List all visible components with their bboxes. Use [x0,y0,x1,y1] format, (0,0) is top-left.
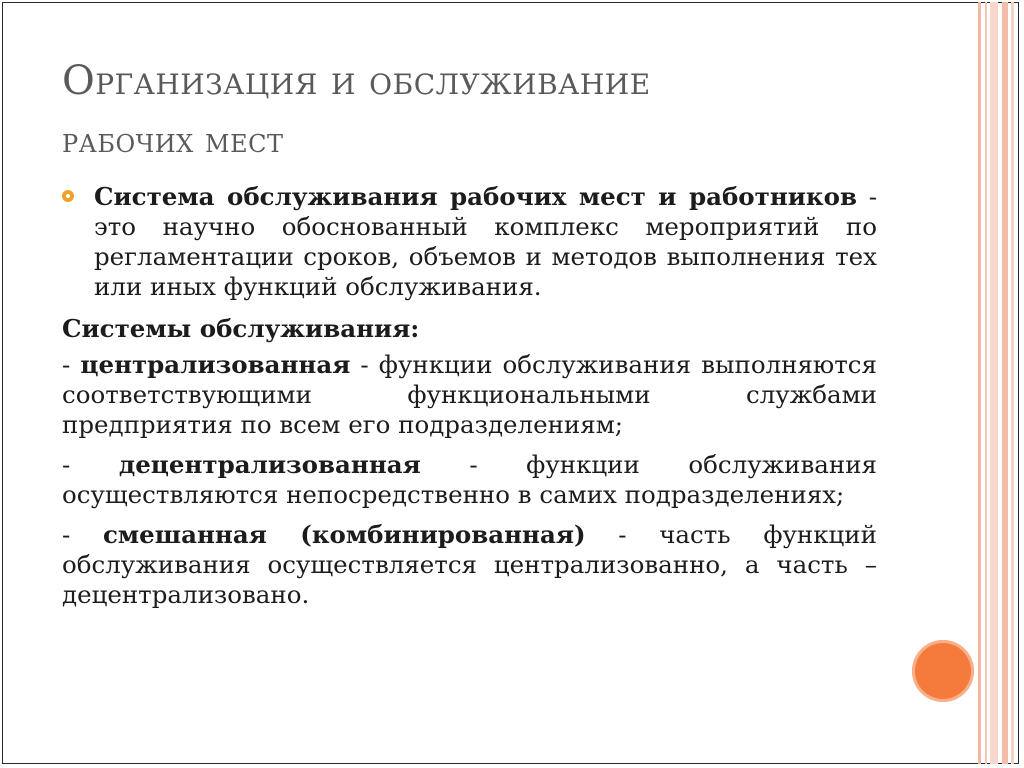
slide-content [62,182,877,620]
stripe [1011,2,1014,764]
stripe [1002,2,1008,764]
title-line-1: Организация и обслуживание [62,58,651,104]
item-term: централизованная [80,350,351,379]
list-item-centralized [62,350,877,440]
item-term: децентрализованная [118,450,421,479]
item-text: - часть функций обслуживания осуществляется централизованно, а часть – децентрализовано. [62,520,877,609]
item-prefix: - [62,350,81,379]
definition-term: Система обслуживания рабочих мест и работников [94,182,857,211]
item-text: - функции обслуживания осуществляются непосредственно в самих подразделениях; [62,450,877,509]
definition-text: - это научно обоснованный комплекс мероприятий по регламентации сроков, объемов и методов выполнения тех или иных функций обслуживания. [94,182,877,301]
decorative-stripes [978,2,1020,764]
title-line-2: рабочих мест [62,121,284,161]
item-prefix: - [62,450,119,479]
stripe [985,2,987,764]
item-text: - функции обслуживания выполняются соответствующими функциональными службами предприятия по всем его подразделениям; [62,350,877,439]
orange-circle-icon [912,640,974,702]
systems-subheading: Системы обслуживания: [62,314,420,343]
item-term: смешанная (комбинированная) [102,520,586,549]
slide-title [62,52,942,170]
stripe [990,2,998,764]
definition-bullet [62,182,877,302]
list-item-decentralized [62,450,877,510]
bullet-dot-icon [62,190,74,202]
stripe [978,2,981,764]
list-item-mixed [62,520,877,610]
item-prefix: - [62,520,103,549]
